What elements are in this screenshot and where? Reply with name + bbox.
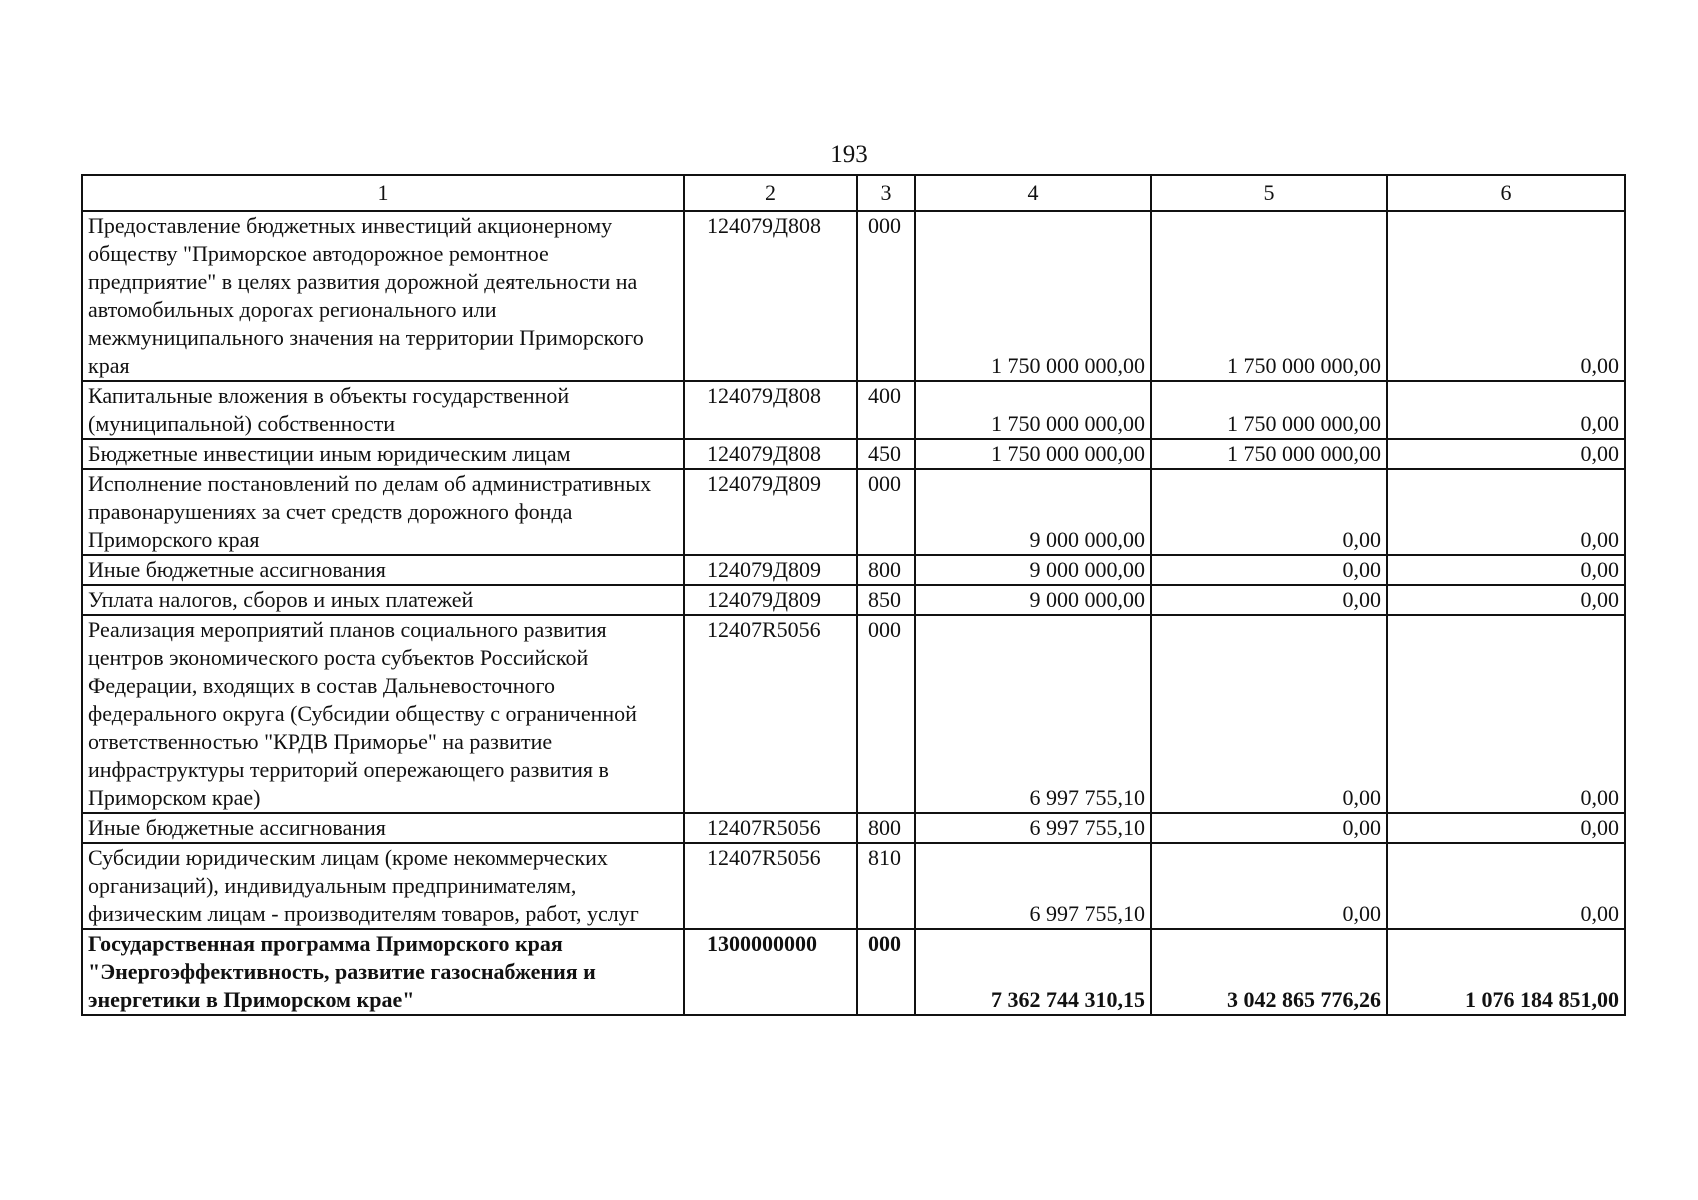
row-name-cell: Реализация мероприятий планов социального развития центров экономического роста субъектов Российской Федерации, входящих в состав Дальневосточного федерального округа (Субсидии обществу с ограниченной ответственностью "КРДВ Приморье" на развитие инфраструктуры территорий опережающего развития в Приморском крае) <box>82 615 684 813</box>
table-row <box>82 585 1625 615</box>
row-name-cell: Субсидии юридическим лицам (кроме некоммерческих организаций), индивидуальным предпринимателям, физическим лицам - производителям товаров, работ, услуг <box>82 843 684 929</box>
header-col-1: 1 <box>82 175 684 211</box>
row-value-col5: 3 042 865 776,26 <box>1151 929 1387 1015</box>
row-value-col5: 1 750 000 000,00 <box>1151 211 1387 381</box>
row-value-col6: 0,00 <box>1387 381 1625 439</box>
row-type-cell: 000 <box>857 929 915 1015</box>
table-body <box>82 211 1625 1015</box>
row-value-col4: 6 997 755,10 <box>915 813 1151 843</box>
row-type-cell: 810 <box>857 843 915 929</box>
row-value-col5: 1 750 000 000,00 <box>1151 381 1387 439</box>
row-value-col6: 0,00 <box>1387 469 1625 555</box>
row-type-cell: 800 <box>857 555 915 585</box>
table-row <box>82 843 1625 929</box>
header-col-4: 4 <box>915 175 1151 211</box>
row-value-col5: 0,00 <box>1151 585 1387 615</box>
row-name-cell: Исполнение постановлений по делам об административных правонарушениях за счет средств дорожного фонда Приморского края <box>82 469 684 555</box>
row-value-col4: 6 997 755,10 <box>915 843 1151 929</box>
row-value-col6: 0,00 <box>1387 211 1625 381</box>
row-value-col6: 1 076 184 851,00 <box>1387 929 1625 1015</box>
row-value-col5: 0,00 <box>1151 813 1387 843</box>
row-name-cell: Государственная программа Приморского края "Энергоэффективность, развитие газоснабжения и энергетики в Приморском крае" <box>82 929 684 1015</box>
row-name-cell: Иные бюджетные ассигнования <box>82 813 684 843</box>
header-col-5: 5 <box>1151 175 1387 211</box>
budget-table <box>81 174 1626 1016</box>
row-code-cell: 124079Д808 <box>684 211 857 381</box>
row-code-cell: 124079Д808 <box>684 439 857 469</box>
row-value-col6: 0,00 <box>1387 843 1625 929</box>
table-row <box>82 439 1625 469</box>
row-name-cell: Бюджетные инвестиции иным юридическим лицам <box>82 439 684 469</box>
row-value-col6: 0,00 <box>1387 585 1625 615</box>
page-number: 193 <box>830 141 868 168</box>
row-type-cell: 850 <box>857 585 915 615</box>
row-value-col5: 0,00 <box>1151 843 1387 929</box>
row-name-cell: Уплата налогов, сборов и иных платежей <box>82 585 684 615</box>
row-type-cell: 000 <box>857 469 915 555</box>
table-row <box>82 211 1625 381</box>
row-type-cell: 800 <box>857 813 915 843</box>
row-value-col5: 1 750 000 000,00 <box>1151 439 1387 469</box>
row-type-cell: 000 <box>857 211 915 381</box>
row-value-col5: 0,00 <box>1151 555 1387 585</box>
row-value-col6: 0,00 <box>1387 555 1625 585</box>
row-value-col4: 9 000 000,00 <box>915 555 1151 585</box>
row-type-cell: 450 <box>857 439 915 469</box>
row-code-cell: 12407R5056 <box>684 843 857 929</box>
row-value-col4: 6 997 755,10 <box>915 615 1151 813</box>
row-code-cell: 1300000000 <box>684 929 857 1015</box>
row-code-cell: 124079Д809 <box>684 585 857 615</box>
row-code-cell: 124079Д808 <box>684 381 857 439</box>
table-row <box>82 813 1625 843</box>
row-name-cell: Предоставление бюджетных инвестиций акционерному обществу "Приморское автодорожное ремонтное предприятие" в целях развития дорожной деятельности на автомобильных дорогах регионального или межмуниципального значения на территории Приморского края <box>82 211 684 381</box>
row-value-col4: 1 750 000 000,00 <box>915 439 1151 469</box>
row-code-cell: 124079Д809 <box>684 469 857 555</box>
table-row <box>82 381 1625 439</box>
row-name-cell: Иные бюджетные ассигнования <box>82 555 684 585</box>
header-col-2: 2 <box>684 175 857 211</box>
row-type-cell: 400 <box>857 381 915 439</box>
row-value-col6: 0,00 <box>1387 813 1625 843</box>
table-header <box>82 175 1625 211</box>
table-row <box>82 929 1625 1015</box>
row-code-cell: 12407R5056 <box>684 615 857 813</box>
header-row <box>82 175 1625 211</box>
header-col-3: 3 <box>857 175 915 211</box>
row-value-col5: 0,00 <box>1151 615 1387 813</box>
row-value-col4: 9 000 000,00 <box>915 585 1151 615</box>
table-row <box>82 469 1625 555</box>
row-name-cell: Капитальные вложения в объекты государственной (муниципальной) собственности <box>82 381 684 439</box>
row-code-cell: 12407R5056 <box>684 813 857 843</box>
row-value-col4: 7 362 744 310,15 <box>915 929 1151 1015</box>
row-value-col4: 9 000 000,00 <box>915 469 1151 555</box>
row-value-col6: 0,00 <box>1387 439 1625 469</box>
row-value-col5: 0,00 <box>1151 469 1387 555</box>
row-value-col4: 1 750 000 000,00 <box>915 381 1151 439</box>
table-row <box>82 615 1625 813</box>
table-row <box>82 555 1625 585</box>
row-value-col4: 1 750 000 000,00 <box>915 211 1151 381</box>
header-col-6: 6 <box>1387 175 1625 211</box>
row-value-col6: 0,00 <box>1387 615 1625 813</box>
row-type-cell: 000 <box>857 615 915 813</box>
row-code-cell: 124079Д809 <box>684 555 857 585</box>
